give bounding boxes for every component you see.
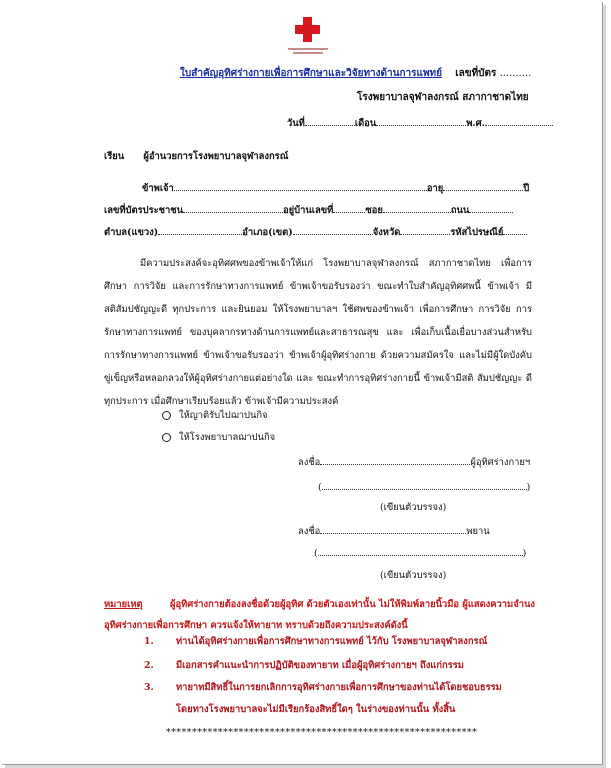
note-number: 3. [144, 682, 154, 693]
year-field[interactable] [485, 116, 553, 126]
age-unit: ปี [523, 183, 530, 194]
name-field[interactable] [174, 181, 427, 191]
month-label: เดือน [354, 118, 377, 129]
note-item-3 [144, 682, 502, 693]
hospital-name: โรงพยาบาลจุฬาลงกรณ์ สภากาชาดไทย [357, 92, 529, 103]
paren-close: ) [526, 482, 531, 493]
note-text: ทายาทมีสิทธิ์ในการยกเลิกการอุทิศร่างกายเพื่อการศึกษาของท่านได้โดยชอบธรรม [176, 682, 502, 693]
age-field[interactable] [443, 181, 523, 191]
witness-printed-name-line [314, 546, 526, 559]
witness-role-label: พยาน [466, 526, 490, 537]
red-cross-icon-bar [295, 25, 320, 34]
form-title-line [180, 68, 531, 80]
soi-field[interactable] [383, 203, 451, 213]
national-id-field[interactable] [183, 203, 283, 213]
salutation-label: เรียน [104, 151, 125, 162]
donor-signature-line [298, 455, 530, 468]
road-label: ถนน [450, 205, 470, 216]
logo-caption-graphic [286, 46, 330, 58]
witness-signature-field[interactable] [320, 524, 466, 534]
witness-print-caption: (เขียนตัวบรรจง) [380, 570, 447, 581]
radio-circle-icon[interactable] [162, 411, 171, 420]
closing-stars-divider: ************************************************************ [166, 727, 478, 738]
postcode-label: รหัสไปรษณีย์ [450, 227, 504, 238]
donor-printed-name-line [318, 480, 530, 493]
witness-signature-line [298, 524, 490, 537]
option-hospital-cremation[interactable] [162, 432, 275, 443]
paren-open: ( [314, 548, 318, 559]
note-text: ท่านได้อุทิศร่างกายเพื่อการศึกษาทางการแพทย์ ไว้กับ โรงพยาบาลจุฬาลงกรณ์ [176, 636, 488, 647]
radio-circle-icon[interactable] [162, 433, 171, 442]
option-relatives-label: ให้ญาติรับไปฌาปนกิจ [179, 410, 268, 421]
paren-open: ( [318, 482, 322, 493]
province-label: จังหวัด [372, 227, 401, 238]
date-field[interactable] [305, 116, 355, 126]
option-relatives-cremation[interactable] [162, 410, 268, 421]
house-number-label: อยู่บ้านเลขที่ [283, 205, 334, 216]
name-age-line [142, 181, 529, 194]
donor-signature-field[interactable] [320, 455, 470, 465]
note-number: 2. [144, 660, 154, 671]
salutation-recipient: ผู้อำนวยการโรงพยาบาลจุฬาลงกรณ์ [143, 151, 289, 162]
national-id-label: เลขที่บัตรประชาชน [104, 205, 184, 216]
card-number-label: เลขที่บัตร [455, 68, 497, 79]
province-field[interactable] [400, 225, 450, 235]
district-label: อำเภอ(เขต) [242, 227, 293, 238]
donor-sign-label: ลงชื่อ [298, 457, 321, 468]
note-text: มีเอกสารคำแนะนำการปฏิบัติของทายาท เมื่อผู้อุทิศร่างกายฯ ถึงแก่กรรม [176, 660, 464, 671]
date-line [287, 116, 553, 129]
option-hospital-label: ให้โรงพยาบาลฌาปนกิจ [179, 432, 276, 443]
donor-role-label: ผู้อุทิศร่างกายฯ [470, 457, 531, 468]
paren-close: ) [522, 548, 527, 559]
road-field[interactable] [469, 203, 513, 213]
subdistrict-field[interactable] [158, 225, 242, 235]
notes-label: หมายเหตุ [104, 599, 143, 610]
witness-sign-label: ลงชื่อ [298, 526, 321, 537]
witness-printed-name-field[interactable] [318, 546, 523, 556]
donor-printed-name-field[interactable] [322, 480, 527, 490]
note-item-2 [144, 660, 464, 671]
note-number: 1. [144, 636, 154, 647]
month-field[interactable] [376, 116, 466, 126]
form-title: ใบสำคัญอุทิศร่างกายเพื่อการศึกษาและวิจัยทางด้านการแพทย์ [180, 68, 443, 79]
date-label: วันที่ [287, 118, 305, 129]
notes-block [104, 594, 536, 636]
note-item-1 [144, 636, 487, 647]
house-number-field[interactable] [333, 203, 365, 213]
postcode-field[interactable] [503, 225, 527, 235]
donor-print-caption: (เขียนตัวบรรจง) [380, 502, 447, 513]
district-line [104, 225, 527, 238]
salutation-line [104, 151, 288, 162]
name-label: ข้าพเจ้า [142, 183, 174, 194]
age-label: อายุ [426, 183, 444, 194]
year-label: พ.ศ. [466, 118, 485, 129]
district-field[interactable] [293, 225, 373, 235]
subdistrict-label: ตำบล(แขวง) [104, 227, 159, 238]
note-item-3-continued: โดยทางโรงพยาบาลจะไม่มีเรียกร้องสิทธิ์ใดๆ ในร่างของท่านนั้น ทั้งสิ้น [176, 704, 456, 715]
declaration-paragraph [104, 252, 532, 413]
id-address-line [104, 203, 513, 216]
notes-intro: ผู้อุทิศร่างกายต้องลงชื่อด้วยผู้อุทิศ ด้วยตัวเองเท่านั้น ไม่ให้พิมพ์ลายนิ้วมือ ผู้แสดงความจำนงอุทิศร่างกายเพื่อการศึกษา ควรแจ้งให้ทายาท ทราบด้วยถึงความประสงค์ดังนี้ [104, 599, 535, 631]
card-number-value: .......... [499, 68, 532, 79]
soi-label: ซอย [365, 205, 383, 216]
declaration-text: มีความประสงค์จะอุทิศศพของข้าพเจ้าให้แก่ โรงพยาบาลจุฬาลงกรณ์ สภากาชาดไทย เพื่อการศึกษา การวิจัย และการรักษาทางการแพทย์ ข้าพเจ้าขอรับรองว่า ขณะทำใบสำคัญอุทิศศพนี้ ข้าพเจ้า มีสติสัมปชัญญะดี ทุกประการ และยินยอม ให้โรงพยาบาลฯ ใช้ศพของข้าพเจ้า เพื่อการศึกษา การวิจัย การรักษาทางการแพทย์ ของบุคลากรทางด้านการแพทย์และสาธารณสุข และ เพื่อเก็บเนื้อเยื่อบางส่วนสำหรับการรักษาทางการแพทย์ ข้าพเจ้าขอรับรองว่า ข้าพเจ้าผู้อุทิศร่างกาย ด้วยความสมัครใจ และไม่มีผู้ใดบังคับ ขู่เข็ญหรือหลอกลวงให้ผู้อุทิศร่างกายแต่อย่างใด และ ขณะทำการอุทิศร่างกายนี้ ข้าพเจ้ามีสติ สัมปชัญญะ ดีทุกประการ เมื่อศึกษาเรียบร้อยแล้ว ข้าพเจ้ามีความประสงค์ [104, 258, 532, 407]
